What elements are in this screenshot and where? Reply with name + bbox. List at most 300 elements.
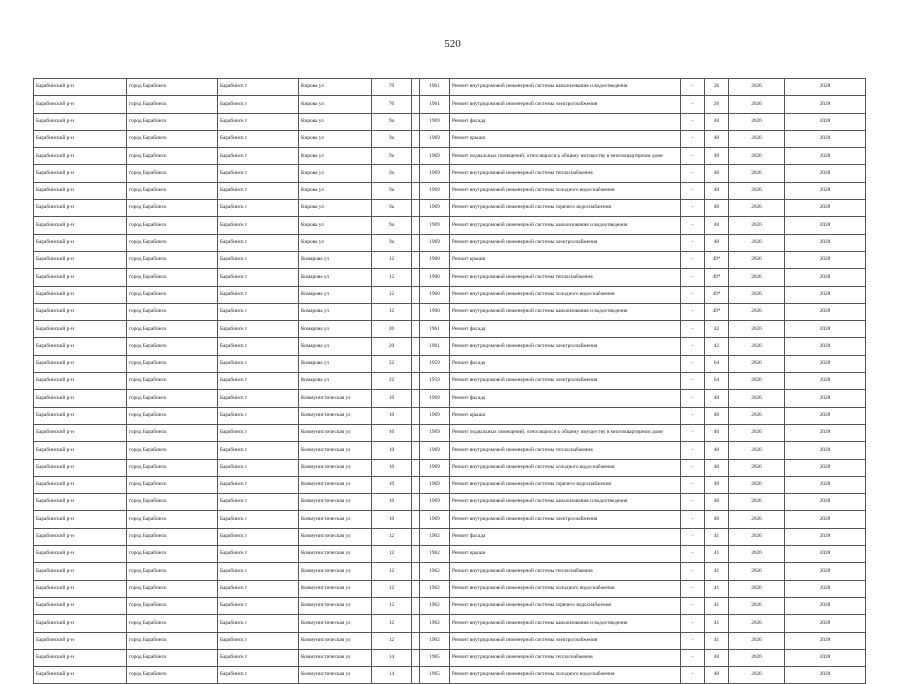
district-cell: Барабинский р-н xyxy=(34,269,127,286)
settlement-cell: Барабинск г xyxy=(218,113,299,130)
street-cell: Кирова ул xyxy=(299,96,372,113)
municipality-cell: город Барабинск xyxy=(127,649,218,666)
house-number-cell: 10 xyxy=(372,390,412,407)
building-cell xyxy=(412,373,420,390)
district-cell: Барабинский р-н xyxy=(34,373,127,390)
municipality-cell: город Барабинск xyxy=(127,321,218,338)
settlement-cell: Барабинск г xyxy=(218,303,299,320)
building-cell xyxy=(412,182,420,199)
work-type-cell: Ремонт внутридомовой инженерной системы холодного водоснабжения xyxy=(450,286,681,303)
district-cell: Барабинский р-н xyxy=(34,667,127,684)
municipality-cell: город Барабинск xyxy=(127,667,218,684)
start-year-cell: 2026 xyxy=(729,303,785,320)
street-cell: Коммунистическая ул xyxy=(299,632,372,649)
year-built-cell: 1962 xyxy=(420,632,450,649)
work-type-cell: Ремонт внутридомовой инженерной системы горячего водоснабжения xyxy=(450,200,681,217)
building-cell xyxy=(412,355,420,372)
dash-cell: - xyxy=(681,373,705,390)
term-cell: 26 xyxy=(705,96,729,113)
start-year-cell: 2026 xyxy=(729,217,785,234)
district-cell: Барабинский р-н xyxy=(34,546,127,563)
building-cell xyxy=(412,649,420,666)
end-year-cell: 2028 xyxy=(785,580,866,597)
settlement-cell: Барабинск г xyxy=(218,130,299,147)
municipality-cell: город Барабинск xyxy=(127,355,218,372)
year-built-cell: 1969 xyxy=(420,148,450,165)
dash-cell: - xyxy=(681,597,705,614)
municipality-cell: город Барабинск xyxy=(127,373,218,390)
settlement-cell: Барабинск г xyxy=(218,476,299,493)
work-type-cell: Ремонт внутридомовой инженерной системы холодного водоснабжения xyxy=(450,667,681,684)
table-row xyxy=(34,130,866,147)
settlement-cell: Барабинск г xyxy=(218,200,299,217)
settlement-cell: Барабинск г xyxy=(218,580,299,597)
term-cell: 40 xyxy=(705,494,729,511)
house-number-cell: 20 xyxy=(372,338,412,355)
table-row xyxy=(34,148,866,165)
work-type-cell: Ремонт внутридомовой инженерной системы канализования и водоотведения xyxy=(450,615,681,632)
term-cell: 41 xyxy=(705,563,729,580)
year-built-cell: 1961 xyxy=(420,338,450,355)
table-row xyxy=(34,234,866,251)
house-number-cell: 14 xyxy=(372,649,412,666)
table-row xyxy=(34,182,866,199)
house-number-cell: 12 xyxy=(372,632,412,649)
building-cell xyxy=(412,528,420,545)
district-cell: Барабинский р-н xyxy=(34,234,127,251)
building-cell xyxy=(412,130,420,147)
street-cell: Кирова ул xyxy=(299,200,372,217)
street-cell: Коммунистическая ул xyxy=(299,528,372,545)
district-cell: Барабинский р-н xyxy=(34,580,127,597)
start-year-cell: 2026 xyxy=(729,390,785,407)
term-cell: 40 xyxy=(705,511,729,528)
work-type-cell: Ремонт фасада xyxy=(450,528,681,545)
dash-cell: - xyxy=(681,286,705,303)
start-year-cell: 2026 xyxy=(729,148,785,165)
dash-cell: - xyxy=(681,494,705,511)
street-cell: Коммунистическая ул xyxy=(299,580,372,597)
dash-cell: - xyxy=(681,407,705,424)
house-number-cell: 10 xyxy=(372,494,412,511)
municipality-cell: город Барабинск xyxy=(127,459,218,476)
municipality-cell: город Барабинск xyxy=(127,494,218,511)
start-year-cell: 2026 xyxy=(729,667,785,684)
house-number-cell: 70 xyxy=(372,79,412,96)
building-cell xyxy=(412,494,420,511)
settlement-cell: Барабинск г xyxy=(218,563,299,580)
table-row xyxy=(34,580,866,597)
street-cell: Комарова ул xyxy=(299,269,372,286)
district-cell: Барабинский р-н xyxy=(34,113,127,130)
work-type-cell: Ремонт внутридомовой инженерной системы холодного водоснабжения xyxy=(450,182,681,199)
municipality-cell: город Барабинск xyxy=(127,563,218,580)
municipality-cell: город Барабинск xyxy=(127,476,218,493)
settlement-cell: Барабинск г xyxy=(218,355,299,372)
street-cell: Комарова ул xyxy=(299,286,372,303)
term-cell: 41 xyxy=(705,580,729,597)
table-row xyxy=(34,79,866,96)
district-cell: Барабинский р-н xyxy=(34,442,127,459)
table-row xyxy=(34,373,866,390)
table-row xyxy=(34,615,866,632)
district-cell: Барабинский р-н xyxy=(34,390,127,407)
house-number-cell: 12 xyxy=(372,251,412,268)
dash-cell: - xyxy=(681,148,705,165)
dash-cell: - xyxy=(681,321,705,338)
table-row xyxy=(34,407,866,424)
building-cell xyxy=(412,269,420,286)
work-type-cell: Ремонт фасада xyxy=(450,355,681,372)
start-year-cell: 2026 xyxy=(729,528,785,545)
municipality-cell: город Барабинск xyxy=(127,597,218,614)
street-cell: Кирова ул xyxy=(299,113,372,130)
table-row xyxy=(34,355,866,372)
table-row xyxy=(34,303,866,320)
start-year-cell: 2026 xyxy=(729,424,785,441)
end-year-cell: 2028 xyxy=(785,182,866,199)
dash-cell: - xyxy=(681,338,705,355)
work-type-cell: Ремонт внутридомовой инженерной системы теплоснабжения xyxy=(450,269,681,286)
dash-cell: - xyxy=(681,217,705,234)
dash-cell: - xyxy=(681,580,705,597)
settlement-cell: Барабинск г xyxy=(218,269,299,286)
start-year-cell: 2026 xyxy=(729,321,785,338)
end-year-cell: 2028 xyxy=(785,476,866,493)
end-year-cell: 2028 xyxy=(785,269,866,286)
dash-cell: - xyxy=(681,79,705,96)
work-type-cell: Ремонт внутридомовой инженерной системы канализования и водоотведения xyxy=(450,303,681,320)
settlement-cell: Барабинск г xyxy=(218,424,299,441)
settlement-cell: Барабинск г xyxy=(218,649,299,666)
end-year-cell: 2028 xyxy=(785,615,866,632)
dash-cell: - xyxy=(681,649,705,666)
end-year-cell: 2028 xyxy=(785,563,866,580)
end-year-cell: 2028 xyxy=(785,373,866,390)
street-cell: Коммунистическая ул xyxy=(299,459,372,476)
dash-cell: - xyxy=(681,269,705,286)
street-cell: Комарова ул xyxy=(299,373,372,390)
district-cell: Барабинский р-н xyxy=(34,476,127,493)
municipality-cell: город Барабинск xyxy=(127,528,218,545)
building-cell xyxy=(412,286,420,303)
table-row xyxy=(34,217,866,234)
end-year-cell: 2028 xyxy=(785,113,866,130)
municipality-cell: город Барабинск xyxy=(127,234,218,251)
term-cell: 42 xyxy=(705,321,729,338)
table-row xyxy=(34,96,866,113)
work-type-cell: Ремонт фасада xyxy=(450,390,681,407)
year-built-cell: 1960 xyxy=(420,303,450,320)
year-built-cell: 1969 xyxy=(420,390,450,407)
district-cell: Барабинский р-н xyxy=(34,649,127,666)
house-number-cell: 9а xyxy=(372,182,412,199)
building-cell xyxy=(412,476,420,493)
district-cell: Барабинский р-н xyxy=(34,96,127,113)
work-type-cell: Ремонт внутридомовой инженерной системы электроснабжения xyxy=(450,234,681,251)
start-year-cell: 2026 xyxy=(729,373,785,390)
district-cell: Барабинский р-н xyxy=(34,338,127,355)
end-year-cell: 2028 xyxy=(785,234,866,251)
street-cell: Коммунистическая ул xyxy=(299,407,372,424)
district-cell: Барабинский р-н xyxy=(34,459,127,476)
table-row xyxy=(34,563,866,580)
house-number-cell: 12 xyxy=(372,563,412,580)
house-number-cell: 12 xyxy=(372,597,412,614)
year-built-cell: 1961 xyxy=(420,79,450,96)
year-built-cell: 1962 xyxy=(420,528,450,545)
end-year-cell: 2028 xyxy=(785,667,866,684)
house-number-cell: 9а xyxy=(372,113,412,130)
municipality-cell: город Барабинск xyxy=(127,79,218,96)
start-year-cell: 2026 xyxy=(729,407,785,424)
term-cell: 40 xyxy=(705,200,729,217)
table-row xyxy=(34,459,866,476)
start-year-cell: 2026 xyxy=(729,130,785,147)
year-built-cell: 1969 xyxy=(420,200,450,217)
year-built-cell: 1969 xyxy=(420,165,450,182)
table-row xyxy=(34,597,866,614)
end-year-cell: 2028 xyxy=(785,442,866,459)
district-cell: Барабинский р-н xyxy=(34,200,127,217)
year-built-cell: 1962 xyxy=(420,546,450,563)
municipality-cell: город Барабинск xyxy=(127,407,218,424)
term-cell: 40 xyxy=(705,424,729,441)
settlement-cell: Барабинск г xyxy=(218,96,299,113)
term-cell: 40 xyxy=(705,407,729,424)
building-cell xyxy=(412,200,420,217)
table-row xyxy=(34,321,866,338)
house-number-cell: 9а xyxy=(372,130,412,147)
end-year-cell: 2028 xyxy=(785,251,866,268)
term-cell: 41 xyxy=(705,615,729,632)
work-type-cell: Ремонт внутридомовой инженерной системы горячего водоснабжения xyxy=(450,597,681,614)
street-cell: Коммунистическая ул xyxy=(299,667,372,684)
municipality-cell: город Барабинск xyxy=(127,251,218,268)
year-built-cell: 1959 xyxy=(420,355,450,372)
municipality-cell: город Барабинск xyxy=(127,200,218,217)
district-cell: Барабинский р-н xyxy=(34,130,127,147)
dash-cell: - xyxy=(681,130,705,147)
municipality-cell: город Барабинск xyxy=(127,148,218,165)
house-number-cell: 10 xyxy=(372,424,412,441)
work-type-cell: Ремонт фасада xyxy=(450,113,681,130)
end-year-cell: 2028 xyxy=(785,200,866,217)
start-year-cell: 2026 xyxy=(729,442,785,459)
house-number-cell: 9а xyxy=(372,148,412,165)
settlement-cell: Барабинск г xyxy=(218,373,299,390)
street-cell: Кирова ул xyxy=(299,217,372,234)
end-year-cell: 2028 xyxy=(785,424,866,441)
district-cell: Барабинский р-н xyxy=(34,528,127,545)
street-cell: Коммунистическая ул xyxy=(299,476,372,493)
work-type-cell: Ремонт внутридомовой инженерной системы электроснабжения xyxy=(450,338,681,355)
building-cell xyxy=(412,251,420,268)
end-year-cell: 2028 xyxy=(785,597,866,614)
dash-cell: - xyxy=(681,113,705,130)
municipality-cell: город Барабинск xyxy=(127,424,218,441)
dash-cell: - xyxy=(681,165,705,182)
building-cell xyxy=(412,234,420,251)
municipality-cell: город Барабинск xyxy=(127,632,218,649)
year-built-cell: 1960 xyxy=(420,251,450,268)
street-cell: Кирова ул xyxy=(299,234,372,251)
term-cell: 40 xyxy=(705,667,729,684)
dash-cell: - xyxy=(681,459,705,476)
year-built-cell: 1960 xyxy=(420,269,450,286)
end-year-cell: 2028 xyxy=(785,79,866,96)
settlement-cell: Барабинск г xyxy=(218,459,299,476)
table-row xyxy=(34,442,866,459)
settlement-cell: Барабинск г xyxy=(218,79,299,96)
district-cell: Барабинский р-н xyxy=(34,511,127,528)
start-year-cell: 2026 xyxy=(729,563,785,580)
dash-cell: - xyxy=(681,632,705,649)
dash-cell: - xyxy=(681,667,705,684)
building-cell xyxy=(412,511,420,528)
end-year-cell: 2028 xyxy=(785,338,866,355)
table-row xyxy=(34,494,866,511)
year-built-cell: 1969 xyxy=(420,459,450,476)
building-cell xyxy=(412,113,420,130)
building-cell xyxy=(412,338,420,355)
settlement-cell: Барабинск г xyxy=(218,597,299,614)
house-number-cell: 10 xyxy=(372,442,412,459)
municipality-cell: город Барабинск xyxy=(127,442,218,459)
table-row xyxy=(34,286,866,303)
house-number-cell: 14 xyxy=(372,667,412,684)
year-built-cell: 1969 xyxy=(420,407,450,424)
district-cell: Барабинский р-н xyxy=(34,563,127,580)
year-built-cell: 1961 xyxy=(420,96,450,113)
district-cell: Барабинский р-н xyxy=(34,615,127,632)
dash-cell: - xyxy=(681,511,705,528)
table-row xyxy=(34,269,866,286)
work-type-cell: Ремонт внутридомовой инженерной системы теплоснабжения xyxy=(450,165,681,182)
term-cell: 40 xyxy=(705,182,729,199)
start-year-cell: 2026 xyxy=(729,79,785,96)
year-built-cell: 1962 xyxy=(420,615,450,632)
house-number-cell: 9а xyxy=(372,165,412,182)
start-year-cell: 2026 xyxy=(729,200,785,217)
street-cell: Коммунистическая ул xyxy=(299,563,372,580)
dash-cell: - xyxy=(681,563,705,580)
dash-cell: - xyxy=(681,182,705,199)
dash-cell: - xyxy=(681,234,705,251)
table-body xyxy=(34,79,866,684)
street-cell: Коммунистическая ул xyxy=(299,546,372,563)
end-year-cell: 2028 xyxy=(785,632,866,649)
end-year-cell: 2028 xyxy=(785,511,866,528)
work-type-cell: Ремонт крыши xyxy=(450,546,681,563)
street-cell: Комарова ул xyxy=(299,338,372,355)
house-number-cell: 22 xyxy=(372,355,412,372)
end-year-cell: 2028 xyxy=(785,96,866,113)
settlement-cell: Барабинск г xyxy=(218,511,299,528)
street-cell: Кирова ул xyxy=(299,79,372,96)
end-year-cell: 2028 xyxy=(785,148,866,165)
end-year-cell: 2028 xyxy=(785,407,866,424)
year-built-cell: 1961 xyxy=(420,321,450,338)
term-cell: 64 xyxy=(705,373,729,390)
year-built-cell: 1960 xyxy=(420,286,450,303)
building-cell xyxy=(412,597,420,614)
district-cell: Барабинский р-н xyxy=(34,303,127,320)
work-type-cell: Ремонт внутридомовой инженерной системы электроснабжения xyxy=(450,373,681,390)
dash-cell: - xyxy=(681,476,705,493)
district-cell: Барабинский р-н xyxy=(34,79,127,96)
settlement-cell: Барабинск г xyxy=(218,615,299,632)
work-type-cell: Ремонт внутридомовой инженерной системы теплоснабжения xyxy=(450,442,681,459)
term-cell: 41 xyxy=(705,546,729,563)
street-cell: Кирова ул xyxy=(299,130,372,147)
table-row xyxy=(34,113,866,130)
settlement-cell: Барабинск г xyxy=(218,407,299,424)
work-type-cell: Ремонт подвальных помещений, относящихся к общему имуществу в многоквартирном доме xyxy=(450,148,681,165)
street-cell: Комарова ул xyxy=(299,321,372,338)
settlement-cell: Барабинск г xyxy=(218,286,299,303)
table-row xyxy=(34,200,866,217)
street-cell: Кирова ул xyxy=(299,148,372,165)
street-cell: Кирова ул xyxy=(299,165,372,182)
street-cell: Коммунистическая ул xyxy=(299,494,372,511)
house-number-cell: 12 xyxy=(372,269,412,286)
year-built-cell: 1969 xyxy=(420,424,450,441)
street-cell: Комарова ул xyxy=(299,355,372,372)
end-year-cell: 2028 xyxy=(785,286,866,303)
end-year-cell: 2028 xyxy=(785,528,866,545)
dash-cell: - xyxy=(681,528,705,545)
settlement-cell: Барабинск г xyxy=(218,546,299,563)
year-built-cell: 1965 xyxy=(420,667,450,684)
capital-repair-table xyxy=(33,78,866,684)
house-number-cell: 12 xyxy=(372,615,412,632)
building-cell xyxy=(412,424,420,441)
term-cell: 41 xyxy=(705,632,729,649)
table-row xyxy=(34,511,866,528)
dash-cell: - xyxy=(681,615,705,632)
term-cell: 64 xyxy=(705,355,729,372)
settlement-cell: Барабинск г xyxy=(218,251,299,268)
municipality-cell: город Барабинск xyxy=(127,303,218,320)
house-number-cell: 20 xyxy=(372,321,412,338)
dash-cell: - xyxy=(681,200,705,217)
term-cell: 40 xyxy=(705,459,729,476)
building-cell xyxy=(412,459,420,476)
work-type-cell: Ремонт внутридомовой инженерной системы холодного водоснабжения xyxy=(450,580,681,597)
settlement-cell: Барабинск г xyxy=(218,234,299,251)
house-number-cell: 12 xyxy=(372,580,412,597)
end-year-cell: 2028 xyxy=(785,494,866,511)
term-cell: 40 xyxy=(705,217,729,234)
start-year-cell: 2026 xyxy=(729,546,785,563)
table-row xyxy=(34,390,866,407)
district-cell: Барабинский р-н xyxy=(34,165,127,182)
district-cell: Барабинский р-н xyxy=(34,182,127,199)
settlement-cell: Барабинск г xyxy=(218,182,299,199)
term-cell: 40 xyxy=(705,649,729,666)
building-cell xyxy=(412,217,420,234)
settlement-cell: Барабинск г xyxy=(218,165,299,182)
start-year-cell: 2026 xyxy=(729,338,785,355)
street-cell: Коммунистическая ул xyxy=(299,649,372,666)
start-year-cell: 2026 xyxy=(729,165,785,182)
house-number-cell: 9а xyxy=(372,217,412,234)
building-cell xyxy=(412,442,420,459)
dash-cell: - xyxy=(681,251,705,268)
end-year-cell: 2028 xyxy=(785,321,866,338)
street-cell: Коммунистическая ул xyxy=(299,511,372,528)
